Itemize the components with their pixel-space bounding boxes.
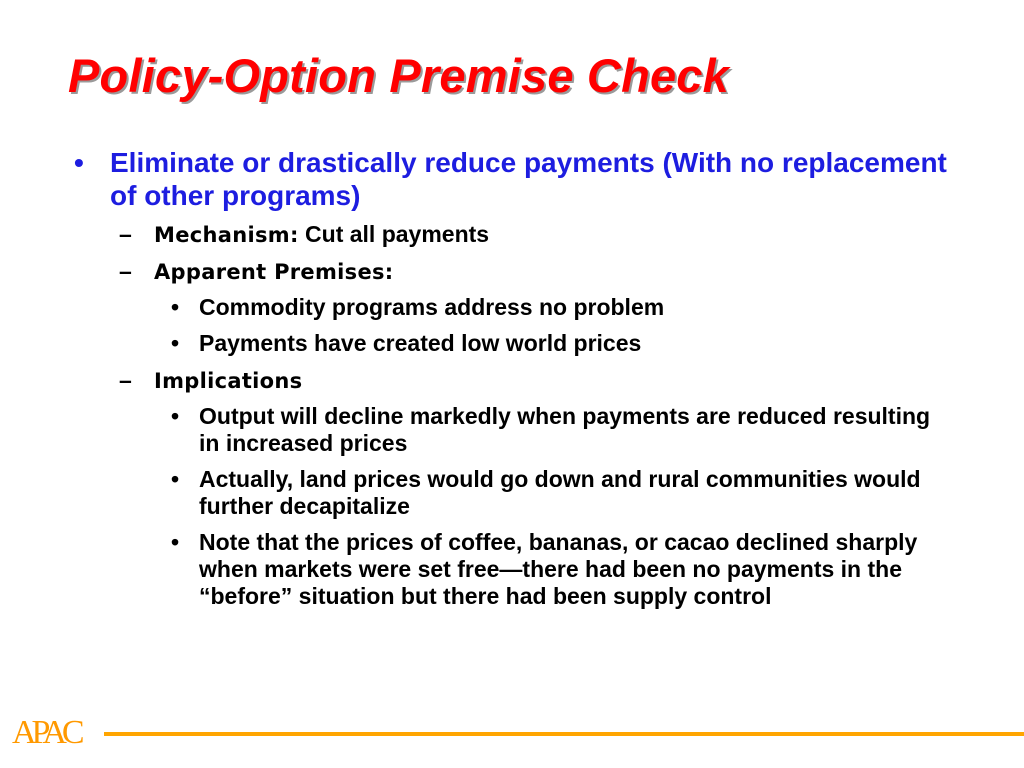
bullet-eliminate-payments [70, 146, 950, 212]
slide-title: Policy-Option Premise Check [68, 49, 729, 102]
premise-text: Commodity programs address no problem [199, 294, 665, 320]
bullet-marker: • [171, 330, 180, 356]
apparent-premises-label: Apparent Premises: [154, 260, 394, 284]
bullet-marker: • [171, 529, 180, 555]
premise-item [70, 330, 950, 357]
mechanism-text: Cut all payments [298, 221, 490, 247]
implication-item [70, 529, 950, 610]
sub-bullet-mechanism [70, 220, 950, 249]
bullet-marker: • [171, 403, 180, 429]
apac-logo: APAC [12, 714, 80, 751]
slide-content [70, 146, 950, 619]
implication-item [70, 403, 950, 457]
implication-item [70, 466, 950, 520]
dash-marker: – [119, 258, 132, 284]
bullet-marker: • [74, 147, 84, 178]
footer-divider [104, 732, 1024, 736]
premise-item [70, 294, 950, 321]
mechanism-label: Mechanism: [154, 223, 299, 247]
bullet-marker: • [171, 466, 180, 492]
implication-text: Actually, land prices would go down and rural communities would further decapitalize [199, 466, 921, 519]
implication-text: Output will decline markedly when payments are reduced resulting in increased prices [199, 403, 931, 456]
bullet-marker: • [171, 294, 180, 320]
implication-text: Note that the prices of coffee, bananas, or cacao declined sharply when markets were set free—there had been no payments in the “before” situation but there had been supply control [199, 529, 918, 609]
bullet-text: Eliminate or drastically reduce payments (With no replacement of other programs) [110, 147, 947, 211]
implications-label: Implications [154, 369, 303, 393]
dash-marker: – [119, 367, 132, 393]
premise-text: Payments have created low world prices [199, 330, 642, 356]
sub-bullet-implications [70, 366, 950, 395]
dash-marker: – [119, 221, 132, 247]
sub-bullet-apparent-premises [70, 257, 950, 286]
